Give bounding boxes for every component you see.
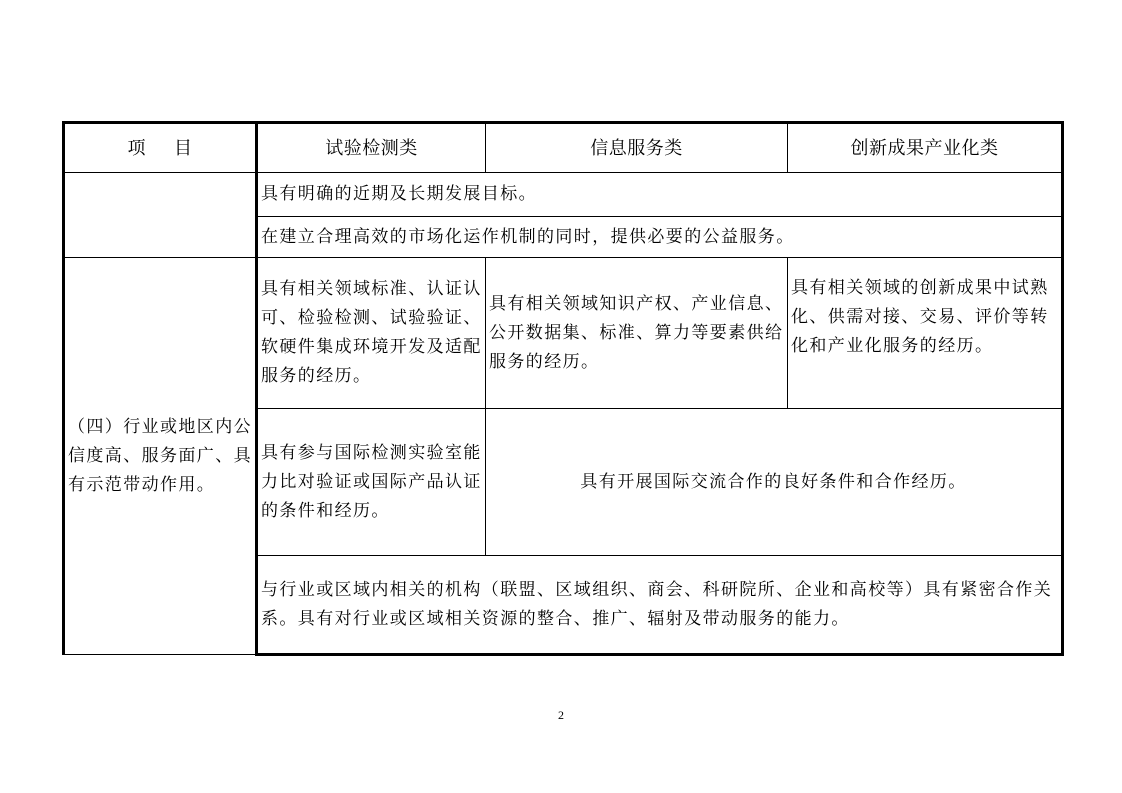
table-row [64,173,1063,217]
testing-international-cell: 具有参与国际检测实验室能力比对验证或国际产品认证的条件和经历。 [257,409,486,556]
empty-item-cell [64,173,257,258]
header-information: 信息服务类 [486,123,788,173]
public-service-cell: 在建立合理高效的市场化运作机制的同时，提供必要的公益服务。 [257,217,1063,258]
table-header-row [64,123,1063,173]
goals-cell: 具有明确的近期及长期发展目标。 [257,173,1063,217]
table-row [64,258,1063,409]
header-testing: 试验检测类 [257,123,486,173]
information-experience-cell: 具有相关领域知识产权、产业信息、公开数据集、标准、算力等要素供给服务的经历。 [486,258,788,409]
section-title-cell: （四）行业或地区内公信度高、服务面广、具有示范带动作用。 [64,258,257,655]
criteria-table [62,121,1064,656]
innovation-experience-cell: 具有相关领域的创新成果中试熟化、供需对接、交易、评价等转化和产业化服务的经历。 [788,258,1063,409]
header-innovation: 创新成果产业化类 [788,123,1063,173]
international-exchange-cell: 具有开展国际交流合作的良好条件和合作经历。 [486,409,1063,556]
header-item: 项 目 [64,123,257,173]
page-number: 2 [558,708,564,722]
testing-experience-cell: 具有相关领域标准、认证认可、检验检测、试验验证、软硬件集成环境开发及适配服务的经历。 [257,258,486,409]
cooperation-cell: 与行业或区域内相关的机构（联盟、区域组织、商会、科研院所、企业和高校等）具有紧密合作关系。具有对行业或区域相关资源的整合、推广、辐射及带动服务的能力。 [257,556,1063,655]
